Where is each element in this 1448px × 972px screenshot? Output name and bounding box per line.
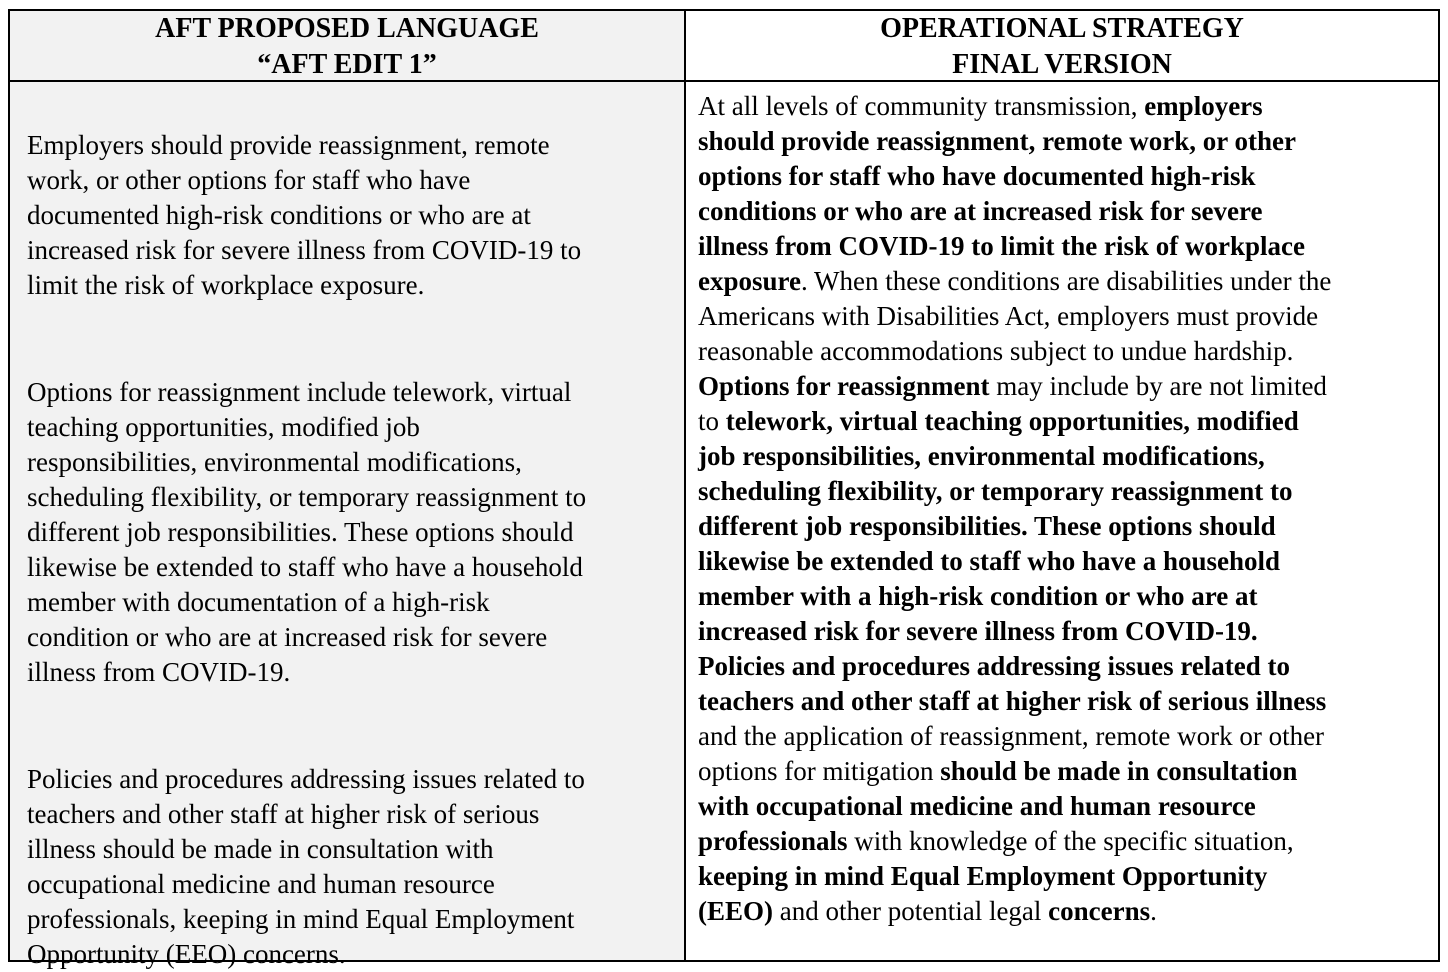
right-header-line2: FINAL VERSION: [952, 49, 1172, 80]
left-paragraph-1: Employers should provide reassignment, remote work, or other options for staff who have documented high-risk conditions or who are at increased risk for severe illness from COVID-19 to limit the risk of workplace exposure.: [27, 130, 582, 300]
left-paragraph-3: Policies and procedures addressing issues related to teachers and other staff at higher risk of serious illness should be made in consultation with occupational medicine and human resource professionals, keeping in mind Equal Employment Opportunity (EEO) concerns.: [27, 764, 585, 969]
left-column-body: [10, 82, 684, 969]
right-paragraph: At all levels of community transmission, employers should provide reassignment, remote work, or other options for staff who have documented high-risk conditions or who are at increased risk for severe illness from COVID-19 to limit the risk of workplace exposure. When these conditions are disabilities under the Americans with Disabilities Act, employers must provide reasonable accommodations subject to undue hardship. Options for reassignment may include by are not limited to telework, virtual teaching opportunities, modified job responsibilities, environmental modifications, scheduling flexibility, or temporary reassignment to different job responsibilities. These options should likewise be extended to staff who have a household member with a high-risk condition or who are at increased risk for severe illness from COVID-19. Policies and procedures addressing issues related to teachers and other staff at higher risk of serious illness and the application of reassignment, remote work or other options for mitigation should be made in consultation with occupational medicine and human resource professionals with knowledge of the specific situation, keeping in mind Equal Employment Opportunity (EEO) and other potential legal concerns.: [698, 91, 1332, 926]
right-column-body: [686, 82, 1438, 960]
left-header-line2: “AFT EDIT 1”: [257, 49, 437, 80]
right-header-line1: OPERATIONAL STRATEGY: [880, 13, 1244, 44]
left-header-line1: AFT PROPOSED LANGUAGE: [155, 13, 539, 44]
comparison-table: [8, 9, 1440, 969]
left-paragraph-2: Options for reassignment include telework, virtual teaching opportunities, modified job responsibilities, environmental modifications, scheduling flexibility, or temporary reassignment to different job responsibilities. These options should likewise be extended to staff who have a household member with documentation of a high-risk condition or who are at increased risk for severe illness from COVID-19.: [27, 377, 587, 687]
right-column-header: [686, 11, 1438, 80]
left-column-header: [10, 11, 684, 80]
